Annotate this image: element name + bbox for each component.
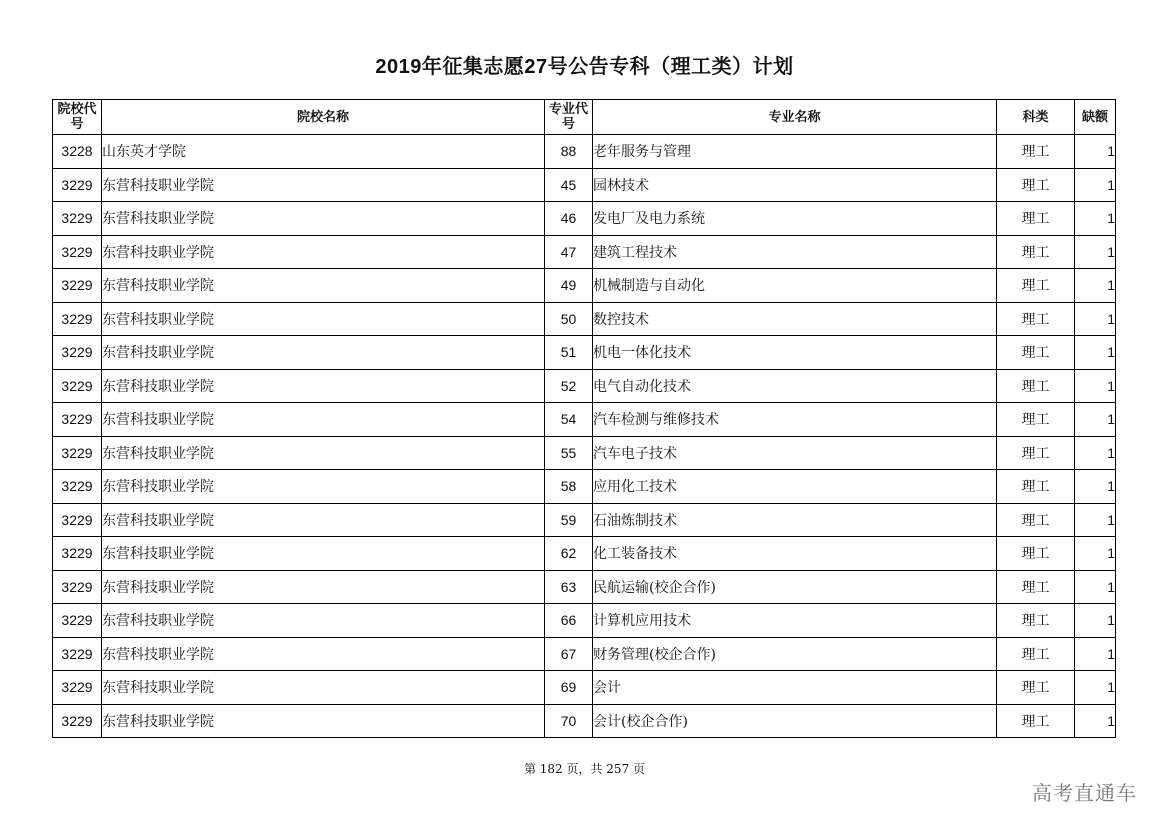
- table-row: [53, 336, 1116, 370]
- cell-school-code: 3229: [53, 637, 102, 671]
- cell-category: 理工: [997, 202, 1075, 236]
- header-quota: 缺额: [1075, 100, 1116, 135]
- cell-major-code: 63: [545, 570, 593, 604]
- cell-major-name: 建筑工程技术: [593, 235, 997, 269]
- cell-category: 理工: [997, 168, 1075, 202]
- cell-major-code: 51: [545, 336, 593, 370]
- cell-school-name: 东营科技职业学院: [102, 369, 545, 403]
- table-row: [53, 570, 1116, 604]
- cell-quota: 1: [1075, 403, 1116, 437]
- cell-quota: 1: [1075, 436, 1116, 470]
- cell-quota: 1: [1075, 637, 1116, 671]
- cell-school-code: 3229: [53, 302, 102, 336]
- cell-major-name: 财务管理(校企合作): [593, 637, 997, 671]
- table-row: [53, 403, 1116, 437]
- cell-category: 理工: [997, 570, 1075, 604]
- cell-major-code: 58: [545, 470, 593, 504]
- cell-school-name: 东营科技职业学院: [102, 168, 545, 202]
- cell-school-name: 东营科技职业学院: [102, 537, 545, 571]
- cell-major-name: 会计: [593, 671, 997, 705]
- header-major-code: 专业代号: [545, 100, 593, 135]
- cell-school-name: 东营科技职业学院: [102, 269, 545, 303]
- cell-category: 理工: [997, 704, 1075, 738]
- cell-major-code: 55: [545, 436, 593, 470]
- cell-school-name: 山东英才学院: [102, 135, 545, 169]
- cell-school-code: 3229: [53, 570, 102, 604]
- table-header-row: [53, 100, 1116, 135]
- cell-school-code: 3229: [53, 168, 102, 202]
- cell-quota: 1: [1075, 336, 1116, 370]
- cell-school-name: 东营科技职业学院: [102, 637, 545, 671]
- cell-quota: 1: [1075, 470, 1116, 504]
- header-category: 科类: [997, 100, 1075, 135]
- cell-school-code: 3229: [53, 537, 102, 571]
- cell-category: 理工: [997, 503, 1075, 537]
- cell-category: 理工: [997, 470, 1075, 504]
- cell-major-code: 70: [545, 704, 593, 738]
- cell-category: 理工: [997, 403, 1075, 437]
- cell-school-name: 东营科技职业学院: [102, 202, 545, 236]
- cell-major-code: 62: [545, 537, 593, 571]
- cell-category: 理工: [997, 604, 1075, 638]
- cell-major-code: 46: [545, 202, 593, 236]
- cell-school-code: 3229: [53, 403, 102, 437]
- table-body: [53, 135, 1116, 738]
- cell-quota: 1: [1075, 135, 1116, 169]
- cell-major-name: 民航运输(校企合作): [593, 570, 997, 604]
- cell-school-name: 东营科技职业学院: [102, 671, 545, 705]
- cell-quota: 1: [1075, 369, 1116, 403]
- cell-school-code: 3229: [53, 671, 102, 705]
- cell-school-name: 东营科技职业学院: [102, 503, 545, 537]
- cell-quota: 1: [1075, 168, 1116, 202]
- table-row: [53, 704, 1116, 738]
- cell-major-name: 老年服务与管理: [593, 135, 997, 169]
- header-school-code: 院校代号: [53, 100, 102, 135]
- cell-school-code: 3229: [53, 202, 102, 236]
- cell-major-name: 应用化工技术: [593, 470, 997, 504]
- cell-school-name: 东营科技职业学院: [102, 436, 545, 470]
- cell-major-code: 47: [545, 235, 593, 269]
- cell-major-code: 66: [545, 604, 593, 638]
- cell-major-code: 59: [545, 503, 593, 537]
- cell-school-code: 3229: [53, 704, 102, 738]
- cell-school-code: 3229: [53, 604, 102, 638]
- cell-major-name: 电气自动化技术: [593, 369, 997, 403]
- cell-school-code: 3228: [53, 135, 102, 169]
- cell-category: 理工: [997, 671, 1075, 705]
- cell-category: 理工: [997, 436, 1075, 470]
- cell-school-name: 东营科技职业学院: [102, 470, 545, 504]
- cell-school-name: 东营科技职业学院: [102, 704, 545, 738]
- enrollment-plan-table: [52, 99, 1116, 738]
- cell-major-code: 54: [545, 403, 593, 437]
- table-row: [53, 637, 1116, 671]
- cell-school-code: 3229: [53, 470, 102, 504]
- table-row: [53, 537, 1116, 571]
- cell-school-code: 3229: [53, 436, 102, 470]
- cell-school-name: 东营科技职业学院: [102, 570, 545, 604]
- cell-school-name: 东营科技职业学院: [102, 302, 545, 336]
- cell-quota: 1: [1075, 570, 1116, 604]
- cell-quota: 1: [1075, 302, 1116, 336]
- cell-school-code: 3229: [53, 235, 102, 269]
- cell-major-name: 机械制造与自动化: [593, 269, 997, 303]
- cell-major-code: 67: [545, 637, 593, 671]
- table-row: [53, 168, 1116, 202]
- cell-school-code: 3229: [53, 269, 102, 303]
- cell-major-name: 汽车检测与维修技术: [593, 403, 997, 437]
- cell-quota: 1: [1075, 235, 1116, 269]
- cell-major-code: 52: [545, 369, 593, 403]
- cell-major-code: 88: [545, 135, 593, 169]
- table-row: [53, 369, 1116, 403]
- cell-major-name: 化工装备技术: [593, 537, 997, 571]
- table-row: [53, 202, 1116, 236]
- cell-quota: 1: [1075, 503, 1116, 537]
- cell-quota: 1: [1075, 704, 1116, 738]
- table-row: [53, 604, 1116, 638]
- cell-school-code: 3229: [53, 369, 102, 403]
- cell-category: 理工: [997, 336, 1075, 370]
- table-row: [53, 470, 1116, 504]
- table-row: [53, 235, 1116, 269]
- cell-quota: 1: [1075, 202, 1116, 236]
- cell-quota: 1: [1075, 671, 1116, 705]
- table-row: [53, 135, 1116, 169]
- cell-major-code: 69: [545, 671, 593, 705]
- cell-major-code: 49: [545, 269, 593, 303]
- cell-major-name: 发电厂及电力系统: [593, 202, 997, 236]
- cell-school-code: 3229: [53, 503, 102, 537]
- cell-major-name: 会计(校企合作): [593, 704, 997, 738]
- cell-category: 理工: [997, 537, 1075, 571]
- cell-major-name: 机电一体化技术: [593, 336, 997, 370]
- cell-major-code: 50: [545, 302, 593, 336]
- cell-major-name: 计算机应用技术: [593, 604, 997, 638]
- page-title: 2019年征集志愿27号公告专科（理工类）计划: [375, 56, 794, 78]
- page-footer: 第 182 页，共 257 页: [523, 762, 646, 776]
- cell-category: 理工: [997, 135, 1075, 169]
- cell-major-name: 园林技术: [593, 168, 997, 202]
- cell-school-code: 3229: [53, 336, 102, 370]
- table-row: [53, 503, 1116, 537]
- cell-major-name: 石油炼制技术: [593, 503, 997, 537]
- header-school-name: 院校名称: [102, 100, 545, 135]
- cell-school-name: 东营科技职业学院: [102, 336, 545, 370]
- watermark: 高考直通车: [1032, 781, 1137, 805]
- table-row: [53, 302, 1116, 336]
- cell-category: 理工: [997, 269, 1075, 303]
- table-row: [53, 269, 1116, 303]
- cell-major-name: 数控技术: [593, 302, 997, 336]
- cell-quota: 1: [1075, 269, 1116, 303]
- cell-school-name: 东营科技职业学院: [102, 604, 545, 638]
- cell-major-code: 45: [545, 168, 593, 202]
- table-row: [53, 436, 1116, 470]
- cell-category: 理工: [997, 637, 1075, 671]
- cell-category: 理工: [997, 369, 1075, 403]
- cell-quota: 1: [1075, 537, 1116, 571]
- cell-school-name: 东营科技职业学院: [102, 403, 545, 437]
- cell-major-name: 汽车电子技术: [593, 436, 997, 470]
- table-row: [53, 671, 1116, 705]
- cell-school-name: 东营科技职业学院: [102, 235, 545, 269]
- header-major-name: 专业名称: [593, 100, 997, 135]
- cell-category: 理工: [997, 302, 1075, 336]
- cell-category: 理工: [997, 235, 1075, 269]
- cell-quota: 1: [1075, 604, 1116, 638]
